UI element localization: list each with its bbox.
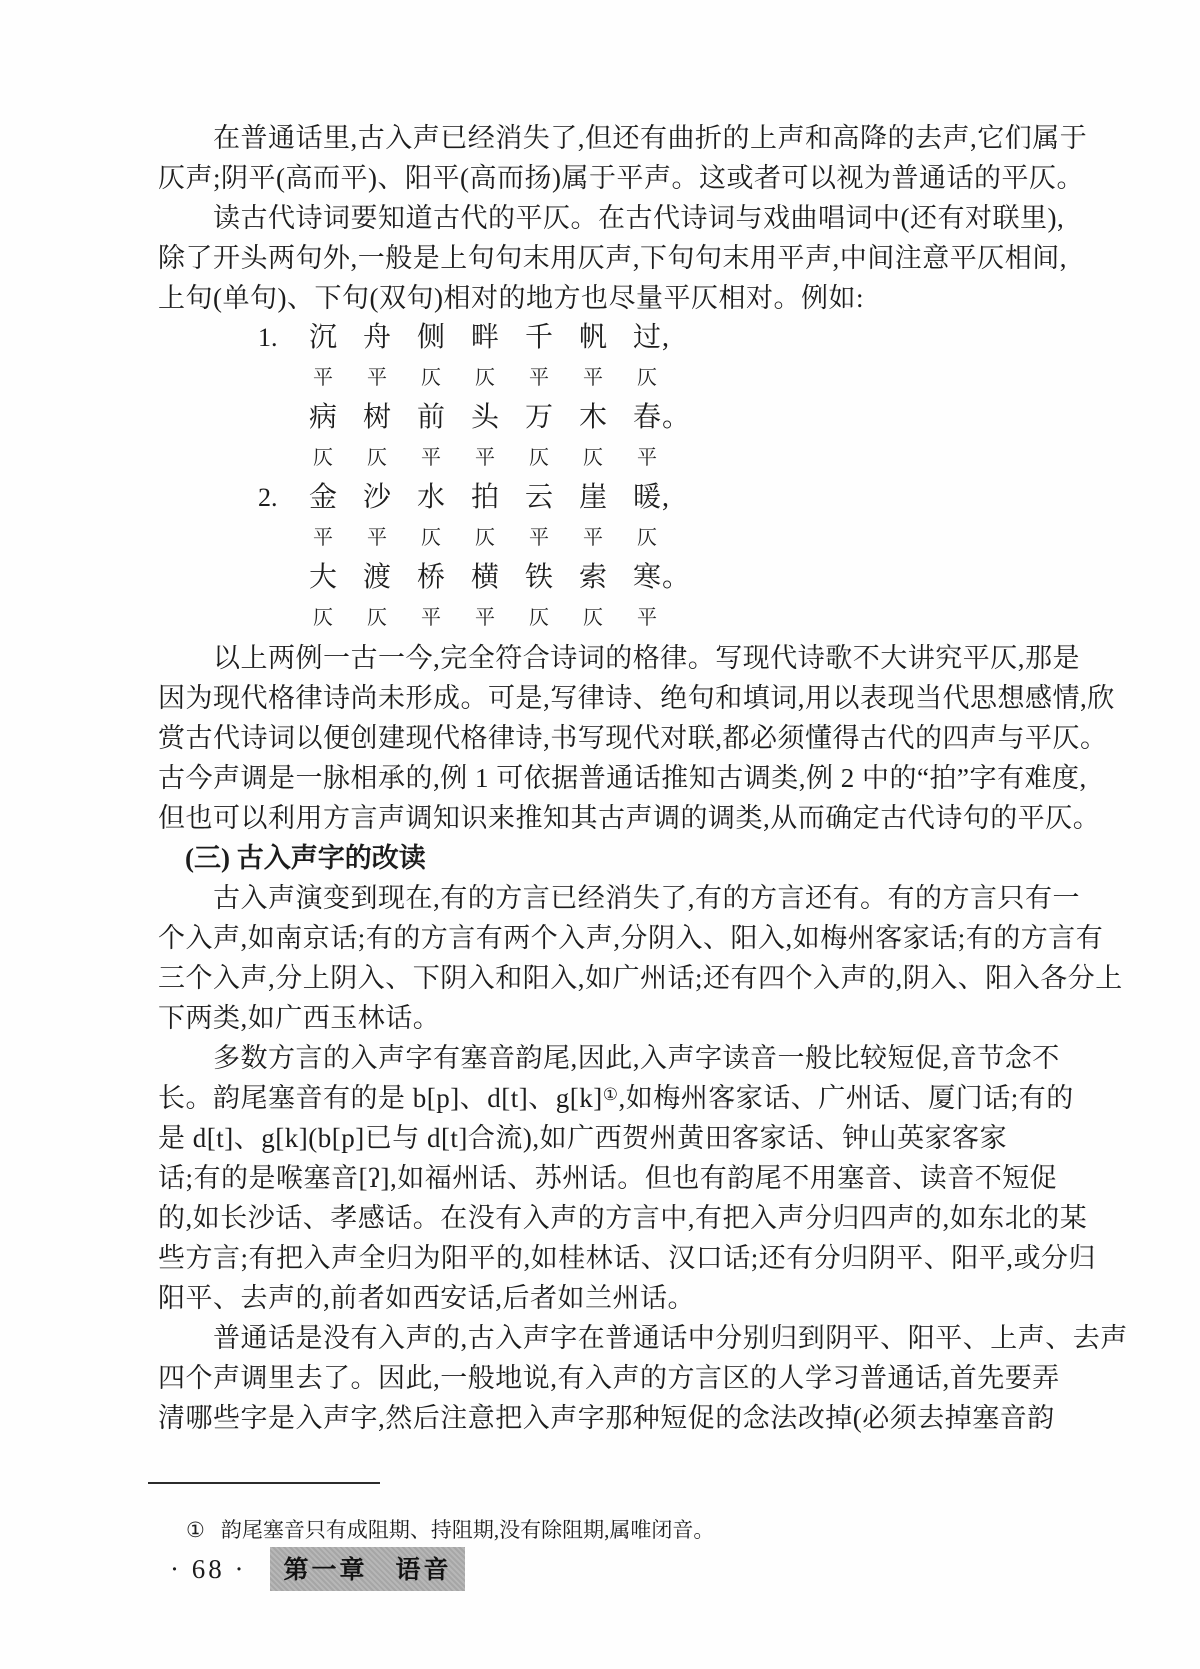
para-rusheng-evolution-line-4: 下两类,如广西玉林话。 — [158, 1003, 441, 1033]
para-checked-tone-finals-line-7: 阳平、去声的,前者如西安话,后者如兰州话。 — [158, 1283, 695, 1313]
para-two-examples-discussion-line-2: 因为现代格律诗尚未形成。可是,写律诗、绝句和填词,用以表现当代思想感情,欣 — [158, 683, 1115, 713]
page-footer — [170, 1548, 465, 1590]
section-heading-rusheng-gaidu: (三) 古入声字的改读 — [185, 843, 426, 873]
poem-row-1-verse — [158, 318, 1108, 358]
tone-mark: 仄 — [529, 607, 549, 629]
chapter-label: 第一章 语音 — [270, 1547, 464, 1591]
poem-character: 大 — [308, 562, 337, 593]
tone-mark: 平 — [475, 447, 495, 469]
tone-mark: 平 — [583, 367, 603, 389]
tone-mark: 平 — [529, 527, 549, 549]
tone-mark: 仄 — [637, 367, 657, 389]
para-putonghua-pingze-line-1: 在普通话里,古入声已经消失了,但还有曲折的上声和高降的去声,它们属于 — [213, 123, 1088, 153]
footnote-ref-marker: ① — [602, 1085, 619, 1104]
para-checked-tone-finals-line-2: 长。韵尾塞音有的是 b[p]、d[t]、g[k]①,如梅州客家话、广州话、厦门话;有的 — [158, 1083, 1074, 1113]
poem-row-5-verse — [158, 478, 1108, 518]
poem-character: 前 — [416, 402, 445, 433]
poem-character: 索 — [578, 562, 607, 593]
poem-character: 春 。 — [620, 398, 674, 438]
poem-punctuation: , — [662, 322, 669, 353]
poem-character: 金 — [308, 482, 337, 513]
para-checked-tone-finals-line-5: 的,如长沙话、孝感话。在没有入声的方言中,有把入声分归四声的,如东北的某 — [158, 1203, 1088, 1233]
para-reading-classical-poetry-line-1: 读古代诗词要知道古代的平仄。在古代诗词与戏曲唱词中(还有对联里), — [213, 203, 1065, 233]
poem-row-3-verse — [158, 398, 1108, 438]
tone-mark: 平 — [529, 367, 549, 389]
tone-mark: 仄 — [421, 527, 441, 549]
poem-character: 云 — [524, 482, 553, 513]
tone-mark: 仄 — [475, 527, 495, 549]
poem-row-7-verse — [158, 558, 1108, 598]
tone-mark: 平 — [313, 527, 333, 549]
para-two-examples-discussion-line-5: 但也可以利用方言声调知识来推知其古声调的调类,从而确定古代诗句的平仄。 — [158, 803, 1101, 833]
tone-mark: 仄 — [529, 447, 549, 469]
tone-mark: 平 — [421, 607, 441, 629]
poem-character: 畔 — [470, 322, 499, 353]
poem-character: 寒 。 — [620, 558, 674, 598]
poem-character: 帆 — [578, 322, 607, 353]
para-putonghua-pingze-line-2: 仄声;阴平(高而平)、阳平(高而扬)属于平声。这或者可以视为普通话的平仄。 — [158, 163, 1084, 193]
para-putonghua-no-rusheng-line-2: 四个声调里去了。因此,一般地说,有入声的方言区的人学习普通话,首先要弄 — [158, 1363, 1060, 1393]
poem-character: 暖 , — [620, 478, 674, 518]
para-putonghua-no-rusheng-line-3: 清哪些字是入声字,然后注意把入声字那种短促的念法改掉(必须去掉塞音韵 — [158, 1403, 1055, 1433]
para-rusheng-evolution-line-3: 三个入声,分上阴入、下阴入和阳入,如广州话;还有四个入声的,阴入、阳入各分上 — [158, 963, 1123, 993]
poem-character: 千 — [524, 322, 553, 353]
tone-mark: 平 — [313, 367, 333, 389]
page-number: · 68 · — [170, 1553, 247, 1584]
tone-mark: 平 — [367, 367, 387, 389]
poem-row-8-tones — [158, 598, 1108, 638]
poem-character: 舟 — [362, 322, 391, 353]
poem-character: 铁 — [524, 562, 553, 593]
footnote-marker: ① — [186, 1518, 205, 1542]
para-two-examples-discussion-line-3: 赏古代诗词以便创建现代格律诗,书写现代对联,都必须懂得古代的四声与平仄。 — [158, 723, 1108, 753]
poem-character: 崖 — [578, 482, 607, 513]
tone-mark: 平 — [637, 607, 657, 629]
tone-mark: 仄 — [367, 447, 387, 469]
poem-character: 横 — [470, 562, 499, 593]
poem-character: 渡 — [362, 562, 391, 593]
para-checked-tone-finals-line-1: 多数方言的入声字有塞音韵尾,因此,入声字读音一般比较短促,音节念不 — [213, 1043, 1060, 1073]
para-rusheng-evolution-line-2: 个入声,如南京话;有的方言有两个入声,分阴入、阳入,如梅州客家话;有的方言有 — [158, 923, 1104, 953]
tone-mark: 仄 — [637, 527, 657, 549]
footnote-separator — [148, 1482, 380, 1484]
tone-mark: 平 — [367, 527, 387, 549]
tone-mark: 仄 — [421, 367, 441, 389]
tone-mark: 仄 — [313, 447, 333, 469]
tone-mark: 仄 — [313, 607, 333, 629]
footnote — [186, 1514, 714, 1546]
poem-character: 万 — [524, 402, 553, 433]
poem-character: 沙 — [362, 482, 391, 513]
tone-mark: 平 — [637, 447, 657, 469]
tone-mark: 仄 — [367, 607, 387, 629]
poem-character: 沉 — [308, 322, 337, 353]
tone-mark: 平 — [475, 607, 495, 629]
poem-character: 病 — [308, 402, 337, 433]
poem-character: 拍 — [470, 482, 499, 513]
para-reading-classical-poetry-line-3: 上句(单句)、下句(双句)相对的地方也尽量平仄相对。例如: — [158, 283, 864, 313]
para-putonghua-no-rusheng-line-1: 普通话是没有入声的,古入声字在普通话中分别归到阴平、阳平、上声、去声 — [213, 1323, 1128, 1353]
document-body — [158, 118, 1128, 1438]
para-checked-tone-finals-line-4: 话;有的是喉塞音[ʔ],如福州话、苏州话。但也有韵尾不用塞音、读音不短促 — [158, 1163, 1058, 1193]
para-two-examples-discussion-line-4: 古今声调是一脉相承的,例 1 可依据普通话推知古调类,例 2 中的“拍”字有难度, — [158, 763, 1087, 793]
tone-mark: 仄 — [475, 367, 495, 389]
tone-mark: 平 — [583, 527, 603, 549]
poem-row-4-tones — [158, 438, 1108, 478]
footnote-text: 韵尾塞音只有成阻期、持阻期,没有除阻期,属唯闭音。 — [220, 1518, 715, 1542]
tone-mark: 平 — [421, 447, 441, 469]
poem-character: 侧 — [416, 322, 445, 353]
para-checked-tone-finals-line-6: 些方言;有把入声全归为阳平的,如桂林话、汉口话;还有分归阴平、阳平,或分归 — [158, 1243, 1097, 1273]
poem-character: 树 — [362, 402, 391, 433]
para-rusheng-evolution-line-1: 古入声演变到现在,有的方言已经消失了,有的方言还有。有的方言只有一 — [213, 883, 1080, 913]
poem-punctuation: 。 — [662, 402, 691, 433]
poem-punctuation: , — [662, 482, 669, 513]
poem-character: 水 — [416, 482, 445, 513]
para-reading-classical-poetry-line-2: 除了开头两句外,一般是上句句末用仄声,下句句末用平声,中间注意平仄相间, — [158, 243, 1067, 273]
poem-punctuation: 。 — [662, 562, 691, 593]
poem-character: 头 — [470, 402, 499, 433]
para-two-examples-discussion-line-1: 以上两例一古一今,完全符合诗词的格律。写现代诗歌不大讲究平仄,那是 — [213, 643, 1080, 673]
poem-character: 木 — [578, 402, 607, 433]
tone-mark: 仄 — [583, 447, 603, 469]
tone-mark: 仄 — [583, 607, 603, 629]
poem-character: 桥 — [416, 562, 445, 593]
para-checked-tone-finals-line-3: 是 d[t]、g[k](b[p]已与 d[t]合流),如广西贺州黄田客家话、钟山英家客家 — [158, 1123, 1008, 1153]
poem-example-number: 1. — [258, 323, 278, 352]
poem-example-number: 2. — [258, 483, 278, 512]
poem-character: 过 , — [620, 318, 674, 358]
poem-row-6-tones — [158, 518, 1108, 558]
poem-row-2-tones — [158, 358, 1108, 398]
